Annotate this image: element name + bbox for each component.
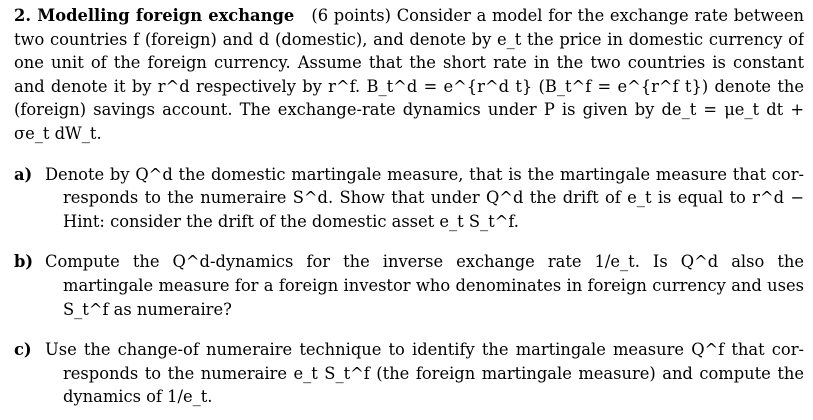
part-c-label: c) <box>14 340 32 360</box>
problem-points: (6 points) <box>311 6 391 25</box>
part-a-line-1: a) Denote by Q^d the domestic martingale measure, that is the martingale measure that cor- <box>14 163 804 187</box>
problem-title: 2. Modelling foreign exchange <box>14 6 295 25</box>
part-a-line-3: Hint: consider the drift of the domestic asset e_t S_t^f. <box>63 211 519 231</box>
part-c-line-2: responds to the numeraire e_t S_t^f (the foreign martingale measure) and compute the <box>63 363 804 383</box>
intro-line-3: one unit of the foreign currency. Assume that the short rate in the two countries is constant <box>14 53 804 73</box>
part-a-label: a) <box>14 164 33 184</box>
intro-line-2: two countries f (foreign) and d (domestic), and denote by e_t the price in domestic currency of <box>14 29 804 49</box>
part-b-line-3: S_t^f as numeraire? <box>63 299 232 319</box>
part-b-label: b) <box>14 252 34 272</box>
intro-line-1: Consider a model for the exchange rate between <box>396 6 804 25</box>
exercise-text <box>14 4 804 409</box>
part-b-line-2: martingale measure for a foreign investor who denominates in foreign currency and uses <box>63 275 804 295</box>
intro-line-5: (foreign) savings account. The exchange-rate dynamics under P is given by de_t = μe_t dt + <box>14 100 804 120</box>
problem-line-1 <box>14 4 804 28</box>
part-a-line-2: responds to the numeraire S^d. Show that under Q^d the drift of e_t is equal to r^d − <box>63 188 804 208</box>
intro-line-6: σe_t dW_t. <box>14 123 102 143</box>
intro-line-4: and denote it by r^d respectively by r^f. B_t^d = e^{r^d t} (B_t^f = e^{r^f t}) denote the <box>14 76 804 96</box>
part-b-line-1: b) Compute the Q^d-dynamics for the inverse exchange rate 1/e_t. Is Q^d also the <box>14 250 804 274</box>
part-c-line-1: c) Use the change-of numeraire technique to identify the martingale measure Q^f that cor- <box>14 338 804 362</box>
part-c-line-3: dynamics of 1/e_t. <box>63 387 213 407</box>
